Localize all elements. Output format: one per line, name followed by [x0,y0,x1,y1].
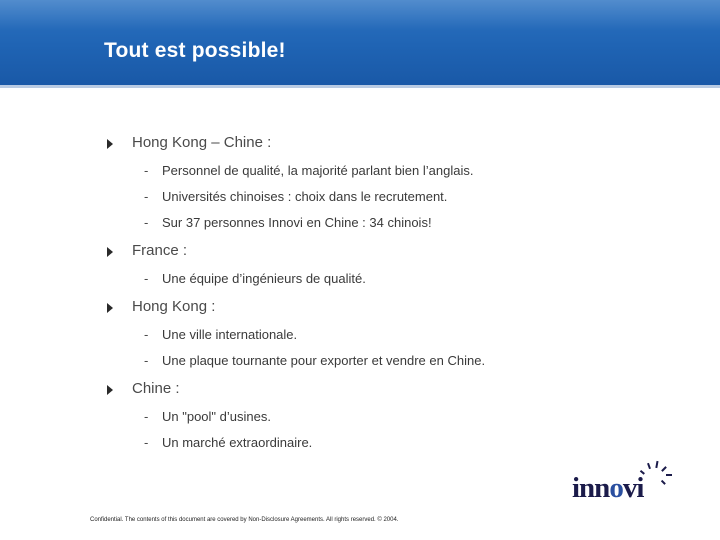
arrow-bullet-icon [107,139,113,149]
sub-item [107,327,667,345]
slide-title: Tout est possible! [104,39,286,62]
sub-item-text: Personnel de qualité, la majorité parlant bien l’anglais. [162,163,474,178]
sub-item [107,215,667,233]
sub-item-text: Une ville internationale. [162,327,298,342]
bullet-label: Hong Kong : [132,298,216,315]
sub-item [107,409,667,427]
arrow-bullet-icon [107,303,113,313]
bullet-item [107,241,667,263]
dash-marker: - [144,163,149,178]
bullet-label: Chine : [132,380,180,397]
dash-marker: - [144,435,149,450]
dash-marker: - [144,271,149,286]
sub-item-text: Universités chinoises : choix dans le recrutement. [162,189,448,204]
bullet-item [107,297,667,319]
logo-text-prefix: inn [572,472,610,504]
dash-marker: - [144,215,149,230]
sub-item [107,189,667,207]
logo-text-accent: o [609,472,623,504]
innovi-logo [570,460,680,506]
bullet-item [107,133,667,155]
dash-marker: - [144,409,149,424]
sub-item-text: Une équipe d’ingénieurs de qualité. [162,271,366,286]
bullet-label: France : [132,242,188,259]
sub-item [107,271,667,289]
logo-wordmark [572,472,643,505]
header-highlight [0,0,720,30]
sub-item [107,353,667,371]
bullet-list [107,133,667,461]
sub-item-text: Une plaque tournante pour exporter et vendre en Chine. [162,353,486,368]
arrow-bullet-icon [107,247,113,257]
header-underline [0,85,720,88]
dash-marker: - [144,189,149,204]
sub-item [107,163,667,181]
sub-item [107,435,667,453]
bullet-item [107,379,667,401]
dash-marker: - [144,353,149,368]
logo-text-suffix: vi [622,472,644,504]
dash-marker: - [144,327,149,342]
sub-item-text: Un "pool" d’usines. [162,409,271,424]
arrow-bullet-icon [107,385,113,395]
sub-item-text: Sur 37 personnes Innovi en Chine : 34 chinois! [162,215,432,230]
bullet-label: Hong Kong – Chine : [132,134,272,151]
footer-disclaimer: Confidential. The contents of this document are covered by Non-Disclosure Agreements. All rights reserved. © 2004. [90,517,399,523]
sub-item-text: Un marché extraordinaire. [162,435,313,450]
